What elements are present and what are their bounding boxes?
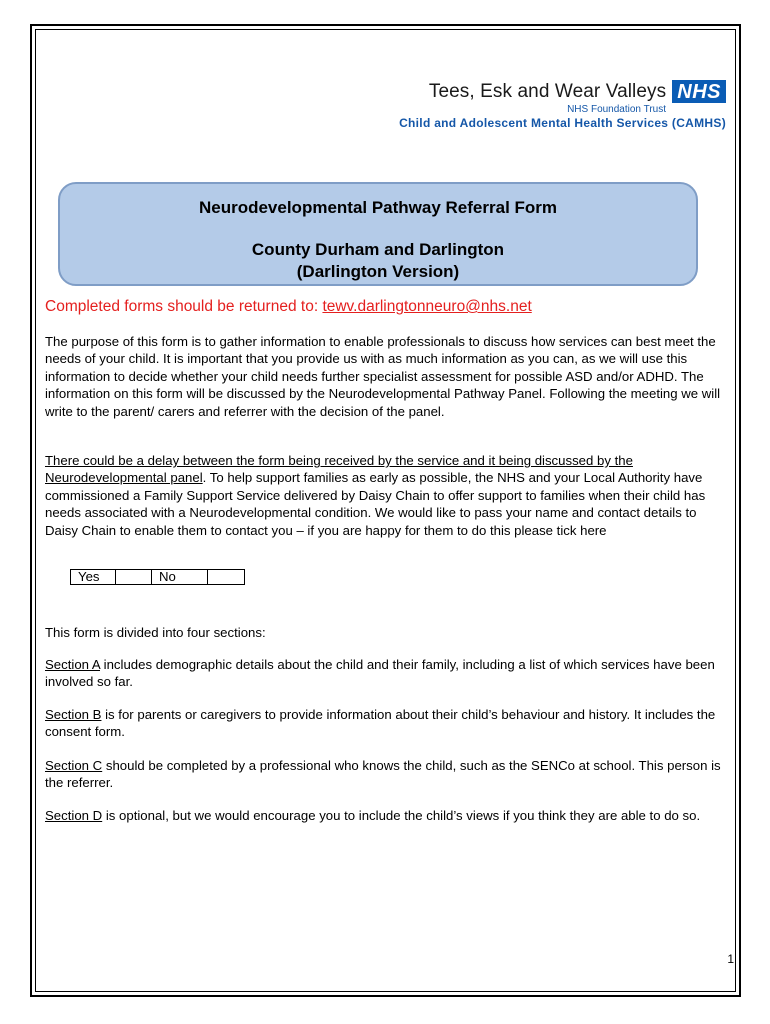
section-b-text: is for parents or caregivers to provide information about their child’s behaviour and history. It includes the consent form. [45, 707, 716, 740]
section-b-name: Section B [45, 707, 102, 722]
title-box [58, 182, 698, 286]
section-a-text: includes demographic details about the child and their family, including a list of which services have been involved so far. [45, 657, 715, 690]
form-version: (Darlington Version) [296, 262, 460, 281]
yes-checkbox[interactable] [116, 570, 152, 585]
support-text: . To help support families as early as possible, the NHS and your Local Authority have commissioned a Family Support Service delivered by Daisy Chain to offer support to families when their child has needs associated with a Neurodevelopmental condition. We would like to pass your name and contact details to Daisy Chain to enable them to contact you – if you are happy for them to do this please tick here [45, 470, 706, 538]
org-name: Tees, Esk and Wear Valleys [428, 80, 667, 102]
sections-intro: This form is divided into four sections: [45, 625, 266, 640]
return-label: Completed forms should be returned to: [45, 298, 323, 315]
section-d-name: Section D [45, 808, 103, 823]
org-header [399, 80, 726, 130]
page-number: 1 [727, 952, 734, 966]
section-a-name: Section A [45, 657, 100, 672]
yes-label: Yes [71, 570, 116, 585]
consent-table [70, 569, 245, 585]
trust-name: NHS Foundation Trust [567, 104, 666, 115]
section-c-description [45, 757, 729, 792]
no-label: No [152, 570, 208, 585]
no-checkbox[interactable] [208, 570, 245, 585]
section-b-description [45, 706, 729, 741]
purpose-paragraph: The purpose of this form is to gather information to enable professionals to discuss how services can best meet the needs of your child. It is important that you provide us with as much information as you can, as we will use this information to decide whether your child needs further specialist assessment for possible ASD and/or ADHD. The information on this form will be discussed by the Neurodevelopmental Pathway Panel. Following the meeting we will write to the parent/ carers and referrer with the decision of the panel. [45, 334, 721, 419]
section-d-description [45, 807, 729, 824]
support-paragraph [45, 452, 729, 539]
return-instructions [45, 298, 532, 316]
section-c-name: Section C [45, 758, 103, 773]
service-name: Child and Adolescent Mental Health Services (CAMHS) [399, 116, 726, 130]
nhs-logo: NHS [672, 80, 726, 103]
section-c-text: should be completed by a professional who knows the child, such as the SENCo at school. This person is the referrer. [45, 758, 721, 791]
return-email-link[interactable]: tewv.darlingtonneuro@nhs.net [322, 298, 532, 315]
delay-notice: There could be a delay between the form being received by the service and it being discussed by the Neurodevelopmental panel [45, 453, 633, 486]
form-title: Neurodevelopmental Pathway Referral Form [198, 198, 558, 217]
section-d-text: is optional, but we would encourage you to include the child’s views if you think they are able to do so. [102, 808, 701, 823]
form-region: County Durham and Darlington [251, 240, 505, 259]
section-a-description [45, 656, 729, 691]
